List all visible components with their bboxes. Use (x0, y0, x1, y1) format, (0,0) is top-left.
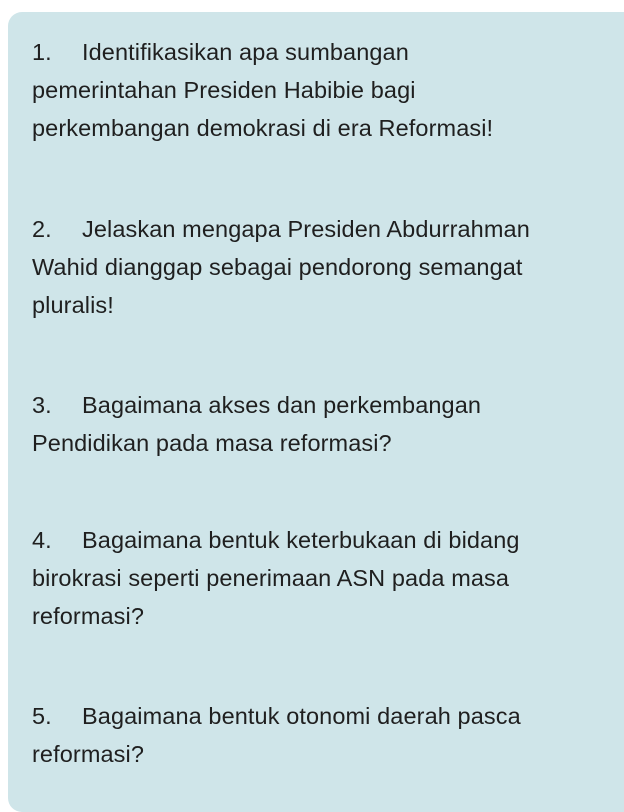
question-5-number: 5. (32, 703, 52, 729)
question-3-text-1: Bagaimana akses dan perkembangan (82, 392, 482, 418)
question-4-line-3: reformasi? (32, 603, 145, 629)
question-2-line-1 (32, 210, 612, 248)
question-1-line-2: pemerintahan Presiden Habibie bagi (32, 77, 416, 103)
question-2-number: 2. (32, 216, 52, 242)
question-4-line-1 (32, 521, 612, 559)
question-5-line-1 (32, 697, 612, 735)
question-2-line-3: pluralis! (32, 292, 114, 318)
question-1 (32, 33, 612, 147)
question-2-line-2: Wahid dianggap sebagai pendorong semangat (32, 254, 523, 280)
question-5-text-1: Bagaimana bentuk otonomi daerah pasca (82, 703, 521, 729)
question-1-line-3: perkembangan demokrasi di era Reformasi! (32, 115, 494, 141)
question-3 (32, 386, 612, 462)
question-3-line-2: Pendidikan pada masa reformasi? (32, 430, 392, 456)
question-2 (32, 210, 612, 324)
question-1-number: 1. (32, 39, 52, 65)
question-5 (32, 697, 612, 773)
question-3-line-1 (32, 386, 612, 424)
question-3-number: 3. (32, 392, 52, 418)
question-1-line-1 (32, 33, 612, 71)
question-4-line-2: birokrasi seperti penerimaan ASN pada masa (32, 565, 510, 591)
question-4-number: 4. (32, 527, 52, 553)
question-5-line-2: reformasi? (32, 741, 145, 767)
question-4 (32, 521, 612, 635)
question-1-text-1: Identifikasikan apa sumbangan (82, 39, 409, 65)
question-2-text-1: Jelaskan mengapa Presiden Abdurrahman (82, 216, 530, 242)
question-4-text-1: Bagaimana bentuk keterbukaan di bidang (82, 527, 520, 553)
